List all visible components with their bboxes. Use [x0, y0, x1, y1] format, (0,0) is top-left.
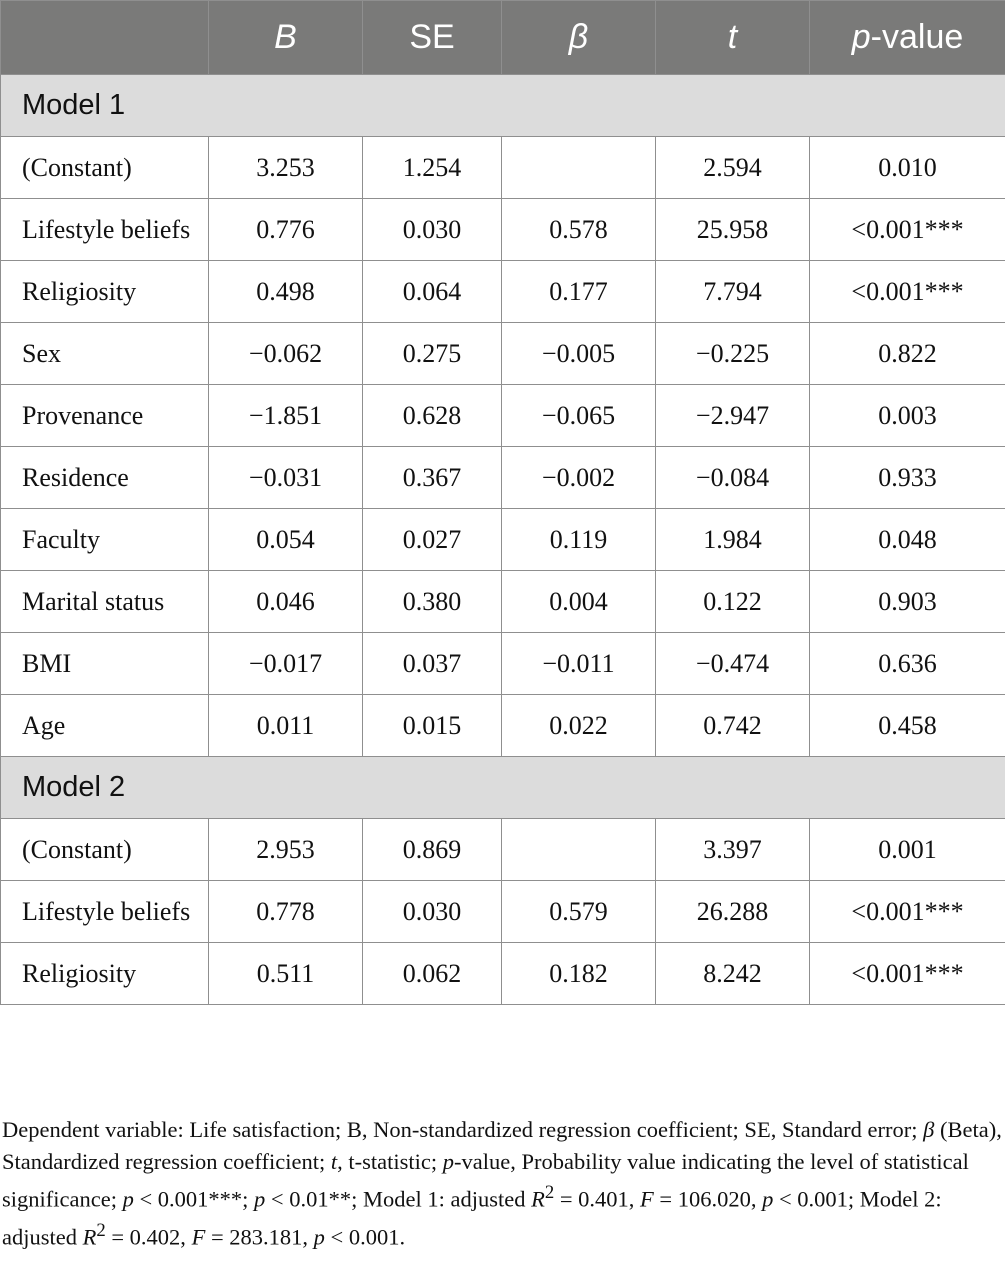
table-row — [1, 385, 1005, 447]
table-row — [1, 261, 1005, 323]
cell-se: 0.030 — [363, 199, 502, 261]
cell-beta: 0.004 — [502, 571, 656, 633]
footnote-text: = 106.020, — [653, 1186, 763, 1212]
cell-t: −0.084 — [656, 447, 810, 509]
row-label: Lifestyle beliefs — [1, 881, 209, 943]
cell-b: −0.017 — [209, 633, 363, 695]
header-se: SE — [363, 1, 502, 75]
table-row — [1, 323, 1005, 385]
cell-se: 0.628 — [363, 385, 502, 447]
cell-p-value: <0.001*** — [810, 261, 1005, 323]
cell-b: 2.953 — [209, 819, 363, 881]
cell-b: 0.498 — [209, 261, 363, 323]
footnote-text: < 0.01**; Model 1: adjusted — [265, 1186, 532, 1212]
cell-se: 0.367 — [363, 447, 502, 509]
row-label: (Constant) — [1, 137, 209, 199]
row-label: Faculty — [1, 509, 209, 571]
model-title: Model 2 — [1, 757, 1005, 819]
cell-se: 1.254 — [363, 137, 502, 199]
cell-t: 0.122 — [656, 571, 810, 633]
cell-beta: 0.022 — [502, 695, 656, 757]
cell-t: −2.947 — [656, 385, 810, 447]
cell-p-value: 0.048 — [810, 509, 1005, 571]
cell-beta: 0.578 — [502, 199, 656, 261]
table-row — [1, 695, 1005, 757]
cell-beta: −0.002 — [502, 447, 656, 509]
header-p-italic: p — [851, 18, 871, 56]
cell-t: 26.288 — [656, 881, 810, 943]
cell-b: 0.054 — [209, 509, 363, 571]
cell-se: 0.064 — [363, 261, 502, 323]
cell-t: −0.474 — [656, 633, 810, 695]
footnote-text: < 0.001. — [324, 1224, 406, 1250]
cell-se: 0.015 — [363, 695, 502, 757]
footnote-text: -value, Probability value indicating the level of statistical significance; — [2, 1148, 969, 1212]
row-label: BMI — [1, 633, 209, 695]
cell-p-value: 0.822 — [810, 323, 1005, 385]
cell-beta: 0.177 — [502, 261, 656, 323]
row-label: Religiosity — [1, 261, 209, 323]
cell-beta: −0.005 — [502, 323, 656, 385]
footnote-sup: 2 — [544, 1182, 555, 1203]
footnote-r: R — [531, 1186, 545, 1212]
cell-b: −0.031 — [209, 447, 363, 509]
header-t: t — [656, 1, 810, 75]
cell-t: 2.594 — [656, 137, 810, 199]
cell-se: 0.027 — [363, 509, 502, 571]
footnote-text: , t-statistic; — [337, 1148, 443, 1174]
cell-p-value: 0.636 — [810, 633, 1005, 695]
footnote-text: (Beta), Standardized regression coefficient; — [2, 1117, 1002, 1174]
row-label: Sex — [1, 323, 209, 385]
table-row — [1, 943, 1005, 1005]
table-row — [1, 447, 1005, 509]
cell-p-value: <0.001*** — [810, 881, 1005, 943]
table-row — [1, 881, 1005, 943]
table-row — [1, 137, 1005, 199]
cell-b: 0.511 — [209, 943, 363, 1005]
cell-beta: −0.011 — [502, 633, 656, 695]
footnote-text: = 0.401, — [554, 1186, 641, 1212]
cell-se: 0.030 — [363, 881, 502, 943]
cell-t: 7.794 — [656, 261, 810, 323]
footnote-text: < 0.001; Model 2: adjusted — [2, 1186, 942, 1250]
footnote-t: t — [330, 1148, 338, 1174]
cell-t: 25.958 — [656, 199, 810, 261]
row-label: Age — [1, 695, 209, 757]
cell-b: 3.253 — [209, 137, 363, 199]
cell-b: 0.046 — [209, 571, 363, 633]
table-footnote — [2, 1114, 1005, 1253]
cell-t: −0.225 — [656, 323, 810, 385]
row-label: Religiosity — [1, 943, 209, 1005]
table-row — [1, 509, 1005, 571]
model-header-row — [1, 75, 1005, 137]
model-header-row — [1, 757, 1005, 819]
header-beta: β — [502, 1, 656, 75]
table-row — [1, 633, 1005, 695]
row-label: (Constant) — [1, 819, 209, 881]
cell-b: −1.851 — [209, 385, 363, 447]
table-row — [1, 819, 1005, 881]
row-label: Marital status — [1, 571, 209, 633]
footnote-p: p — [313, 1224, 325, 1250]
footnote-text: < 0.001***; — [133, 1186, 255, 1212]
header-b: B — [209, 1, 363, 75]
cell-beta: 0.182 — [502, 943, 656, 1005]
cell-t: 3.397 — [656, 819, 810, 881]
footnote-r: R — [82, 1224, 97, 1250]
cell-t: 8.242 — [656, 943, 810, 1005]
cell-se: 0.869 — [363, 819, 502, 881]
cell-t: 1.984 — [656, 509, 810, 571]
cell-p-value: 0.003 — [810, 385, 1005, 447]
cell-beta: −0.065 — [502, 385, 656, 447]
model-title: Model 1 — [1, 75, 1005, 137]
footnote-text: = 0.402, — [105, 1224, 192, 1250]
cell-se: 0.062 — [363, 943, 502, 1005]
cell-b: 0.011 — [209, 695, 363, 757]
row-label: Provenance — [1, 385, 209, 447]
footnote-p: p — [762, 1186, 774, 1212]
table-header — [1, 1, 1005, 75]
row-label: Residence — [1, 447, 209, 509]
footnote-p: p — [442, 1148, 454, 1174]
cell-p-value: 0.903 — [810, 571, 1005, 633]
table-body — [1, 75, 1005, 1005]
cell-beta — [502, 137, 656, 199]
cell-b: 0.776 — [209, 199, 363, 261]
cell-beta: 0.119 — [502, 509, 656, 571]
footnote-p: p — [122, 1186, 134, 1212]
cell-se: 0.037 — [363, 633, 502, 695]
header-p-value — [810, 1, 1005, 75]
header-p-rest: -value — [870, 18, 964, 56]
table-row — [1, 571, 1005, 633]
cell-b: 0.778 — [209, 881, 363, 943]
cell-beta — [502, 819, 656, 881]
cell-p-value: 0.458 — [810, 695, 1005, 757]
footnote-sup: 2 — [96, 1220, 106, 1241]
footnote-f: F — [191, 1224, 206, 1250]
cell-t: 0.742 — [656, 695, 810, 757]
footnote-text: = 283.181, — [205, 1224, 314, 1250]
cell-beta: 0.579 — [502, 881, 656, 943]
cell-p-value: <0.001*** — [810, 943, 1005, 1005]
cell-se: 0.380 — [363, 571, 502, 633]
cell-se: 0.275 — [363, 323, 502, 385]
footnote-beta: β — [923, 1117, 935, 1142]
footnote-p: p — [254, 1186, 266, 1212]
cell-b: −0.062 — [209, 323, 363, 385]
footnote-f: F — [640, 1186, 654, 1212]
cell-p-value: 0.933 — [810, 447, 1005, 509]
cell-p-value: 0.010 — [810, 137, 1005, 199]
cell-p-value: <0.001*** — [810, 199, 1005, 261]
row-label: Lifestyle beliefs — [1, 199, 209, 261]
table-row — [1, 199, 1005, 261]
header-label — [1, 1, 209, 75]
footnote-text: Dependent variable: Life satisfaction; B, Non-standardized regression coefficient; SE, Standard error; — [2, 1117, 924, 1142]
cell-p-value: 0.001 — [810, 819, 1005, 881]
